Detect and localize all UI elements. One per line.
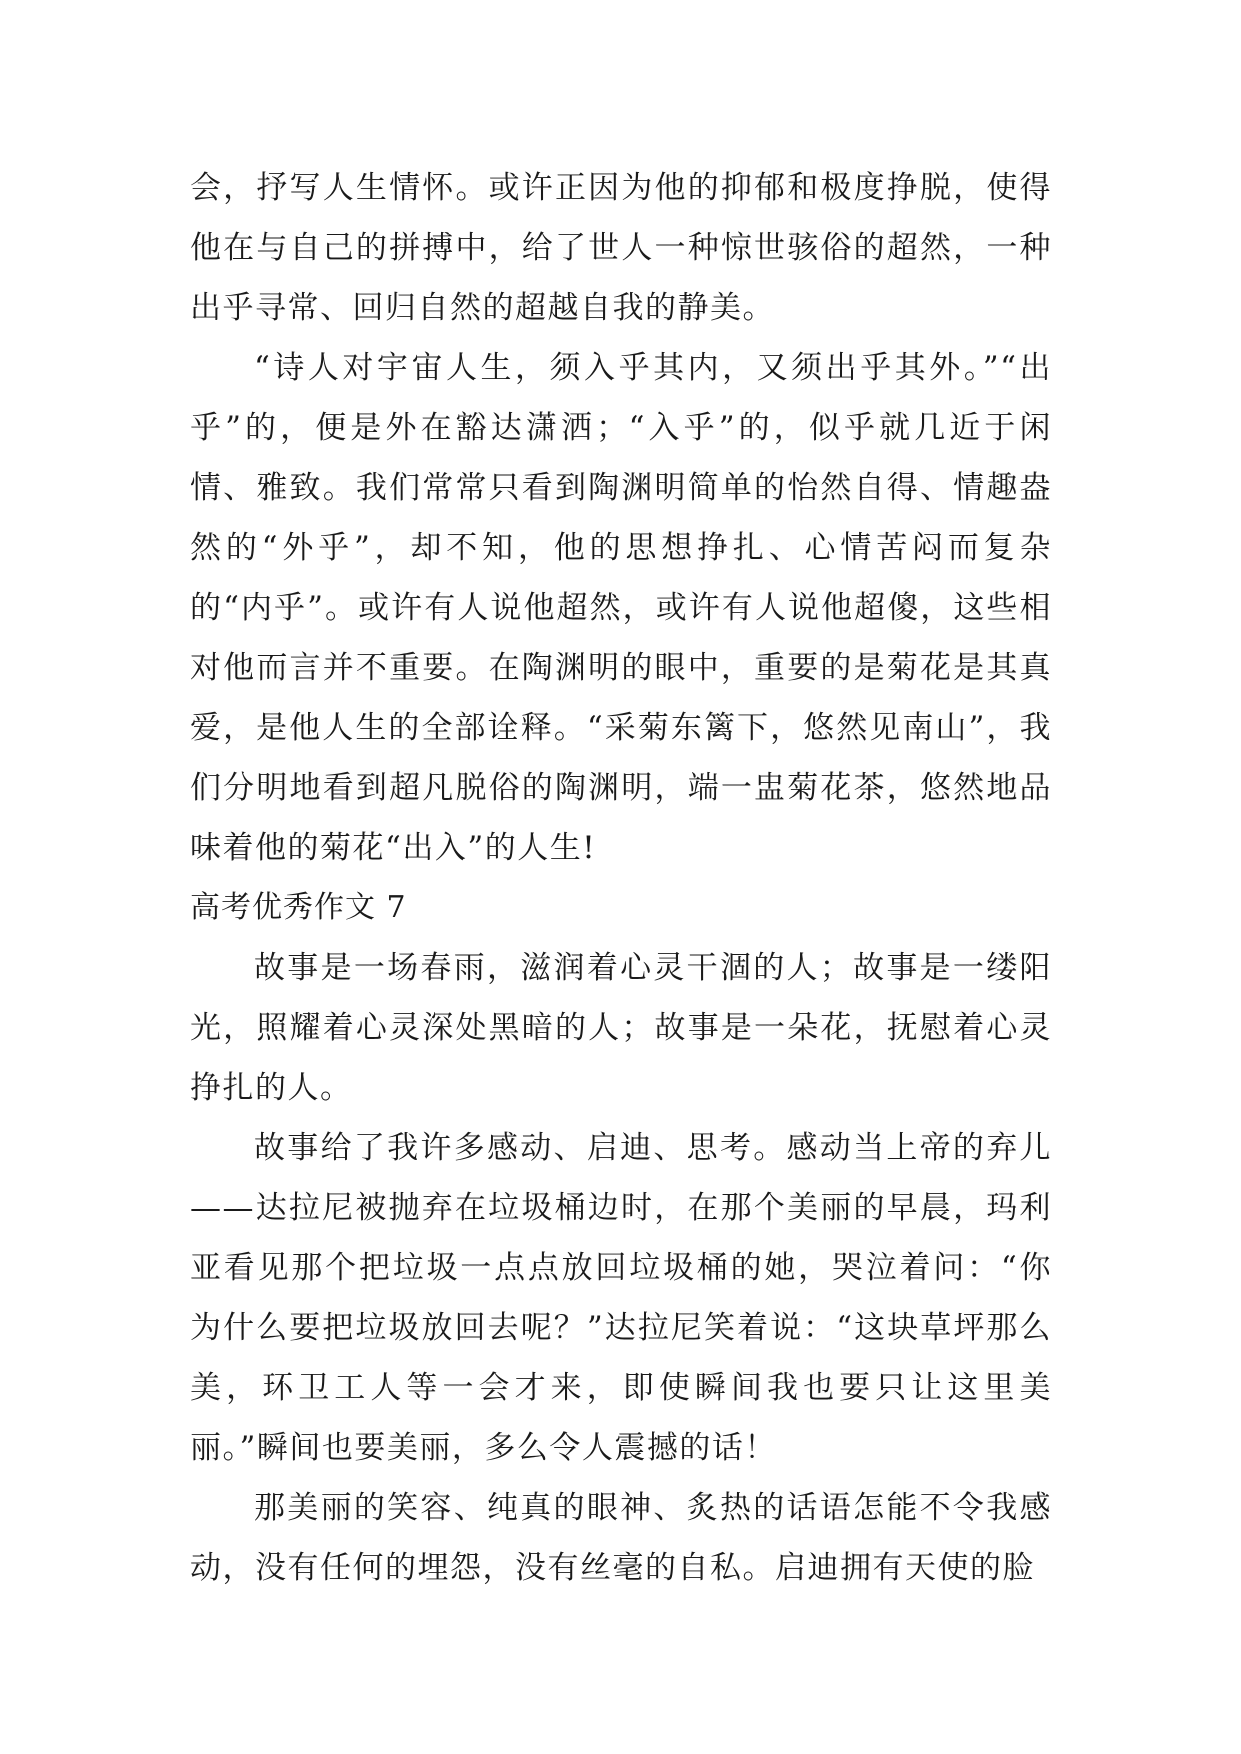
paragraph-poet-quote: “诗人对宇宙人生，须入乎其内，又须出乎其外。”“出乎”的，便是外在豁达潇洒；“入乎”的，似乎就几近于闲情、雅致。我们常常只看到陶渊明简单的怡然自得、情趣盎然的“外乎”，却不知，他的思想挣扎、心情苦闷而复杂的“内乎”。或许有人说他超然，或许有人说他超傻，这些相对他而言并不重要。在陶渊明的眼中，重要的是菊花是其真爱，是他人生的全部诠释。“采菊东篱下，悠然见南山”，我们分明地看到超凡脱俗的陶渊明，端一盅菊花茶，悠然地品味着他的菊花“出入”的人生! (190, 350, 1052, 866)
paragraph-story-intro: 故事是一场春雨，滋润着心灵干涸的人；故事是一缕阳光，照耀着心灵深处黑暗的人；故事是一朵花，抚慰着心灵挣扎的人。 (190, 950, 1052, 1106)
document-body (190, 158, 1052, 1598)
section-heading: 高考优秀作文 7 (190, 890, 407, 925)
paragraph-story-smile: 那美丽的笑容、纯真的眼神、炙热的话语怎能不令我感动，没有任何的埋怨，没有丝毫的自私。启迪拥有天使的脸 (190, 1490, 1052, 1586)
paragraph-continued: 会，抒写人生情怀。或许正因为他的抑郁和极度挣脱，使得他在与自己的拼搏中，给了世人一种惊世骇俗的超然，一种出乎寻常、回归自然的超越自我的静美。 (190, 170, 1052, 326)
paragraph-story-moved: 故事给了我许多感动、启迪、思考。感动当上帝的弃儿——达拉尼被抛弃在垃圾桶边时，在那个美丽的早晨，玛利亚看见那个把垃圾一点点放回垃圾桶的她，哭泣着问：“你为什么要把垃圾放回去呢？”达拉尼笑着说：“这块草坪那么美，环卫工人等一会才来，即使瞬间我也要只让这里美丽。”瞬间也要美丽，多么令人震撼的话！ (190, 1130, 1052, 1466)
